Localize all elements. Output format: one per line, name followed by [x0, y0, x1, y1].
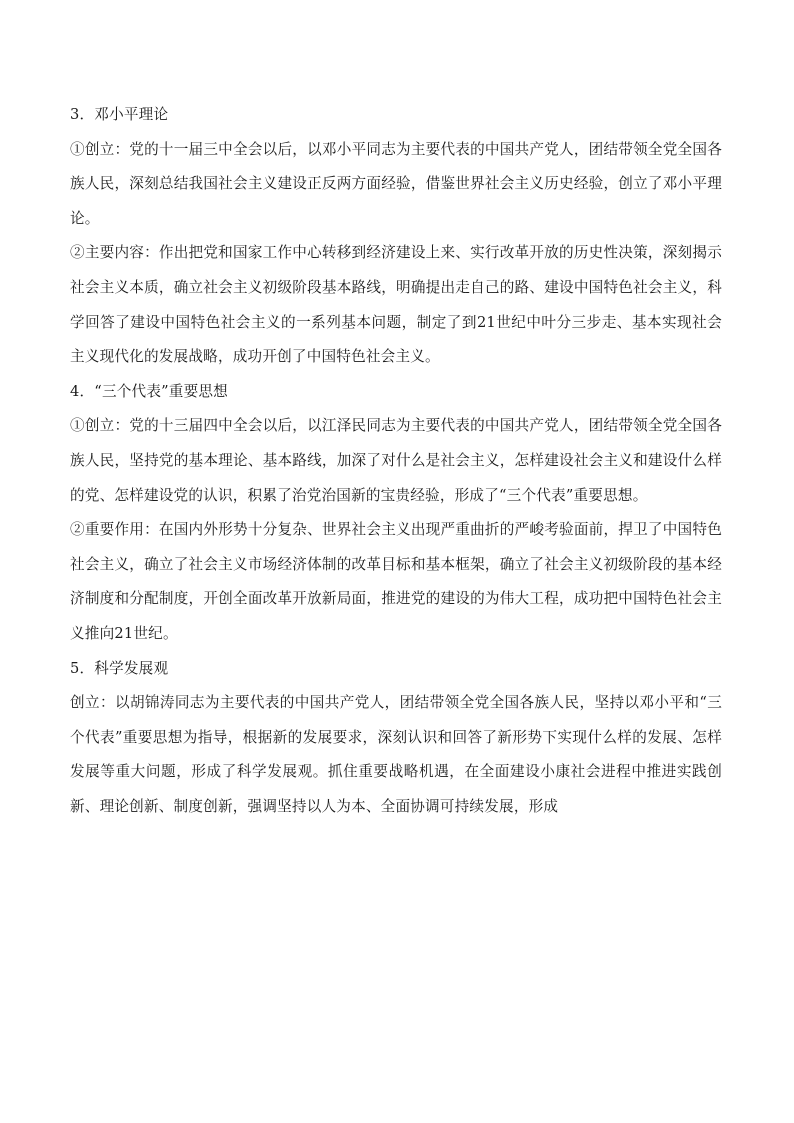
- paragraph-deng-creation: ①创立：党的十一届三中全会以后，以邓小平同志为主要代表的中国共产党人，团结带领全党全国各族人民，深刻总结我国社会主义建设正反两方面经验，借鉴世界社会主义历史经验，创立了邓小平理论。: [70, 140, 722, 227]
- paragraph-scientific-outlook-creation: 创立：以胡锦涛同志为主要代表的中国共产党人，团结带领全党全国各族人民，坚持以邓小平和“三个代表”重要思想为指导，根据新的发展要求，深刻认识和回答了新形势下实现什么样的发展、怎样发展等重大问题，形成了科学发展观。抓住重要战略机遇，在全面建设小康社会进程中推进实践创新、理论创新、制度创新，强调坚持以人为本、全面协调可持续发展，形成: [70, 694, 722, 815]
- document-body: [70, 98, 722, 824]
- section-heading-scientific-outlook: 5．科学发展观: [70, 659, 169, 677]
- paragraph-three-represents-role: ②重要作用：在国内外形势十分复杂、世界社会主义出现严重曲折的严峻考验面前，捍卫了中国特色社会主义，确立了社会主义市场经济体制的改革目标和基本框架，确立了社会主义初级阶段的基本经济制度和分配制度，开创全面改革开放新局面，推进党的建设的为伟大工程，成功把中国特色社会主义推向21世纪。: [70, 521, 722, 642]
- paragraph-deng-main-content: ②主要内容：作出把党和国家工作中心转移到经济建设上来、实行改革开放的历史性决策，深刻揭示社会主义本质，确立社会主义初级阶段基本路线，明确提出走自己的路、建设中国特色社会主义，科学回答了建设中国特色社会主义的一系列基本问题，制定了到21世纪中叶分三步走、基本实现社会主义现代化的发展战略，成功开创了中国特色社会主义。: [70, 244, 722, 366]
- section-heading-deng-xiaoping-theory: 3．邓小平理论: [70, 106, 169, 123]
- section-heading-three-represents: 4．“三个代表”重要思想: [70, 382, 228, 400]
- paragraph-three-represents-creation: ①创立：党的十三届四中全会以后，以江泽民同志为主要代表的中国共产党人，团结带领全党全国各族人民，坚持党的基本理论、基本路线，加深了对什么是社会主义，怎样建设社会主义和建设什么样的党、怎样建设党的认识，积累了治党治国新的宝贵经验，形成了“三个代表”重要思想。: [70, 417, 722, 504]
